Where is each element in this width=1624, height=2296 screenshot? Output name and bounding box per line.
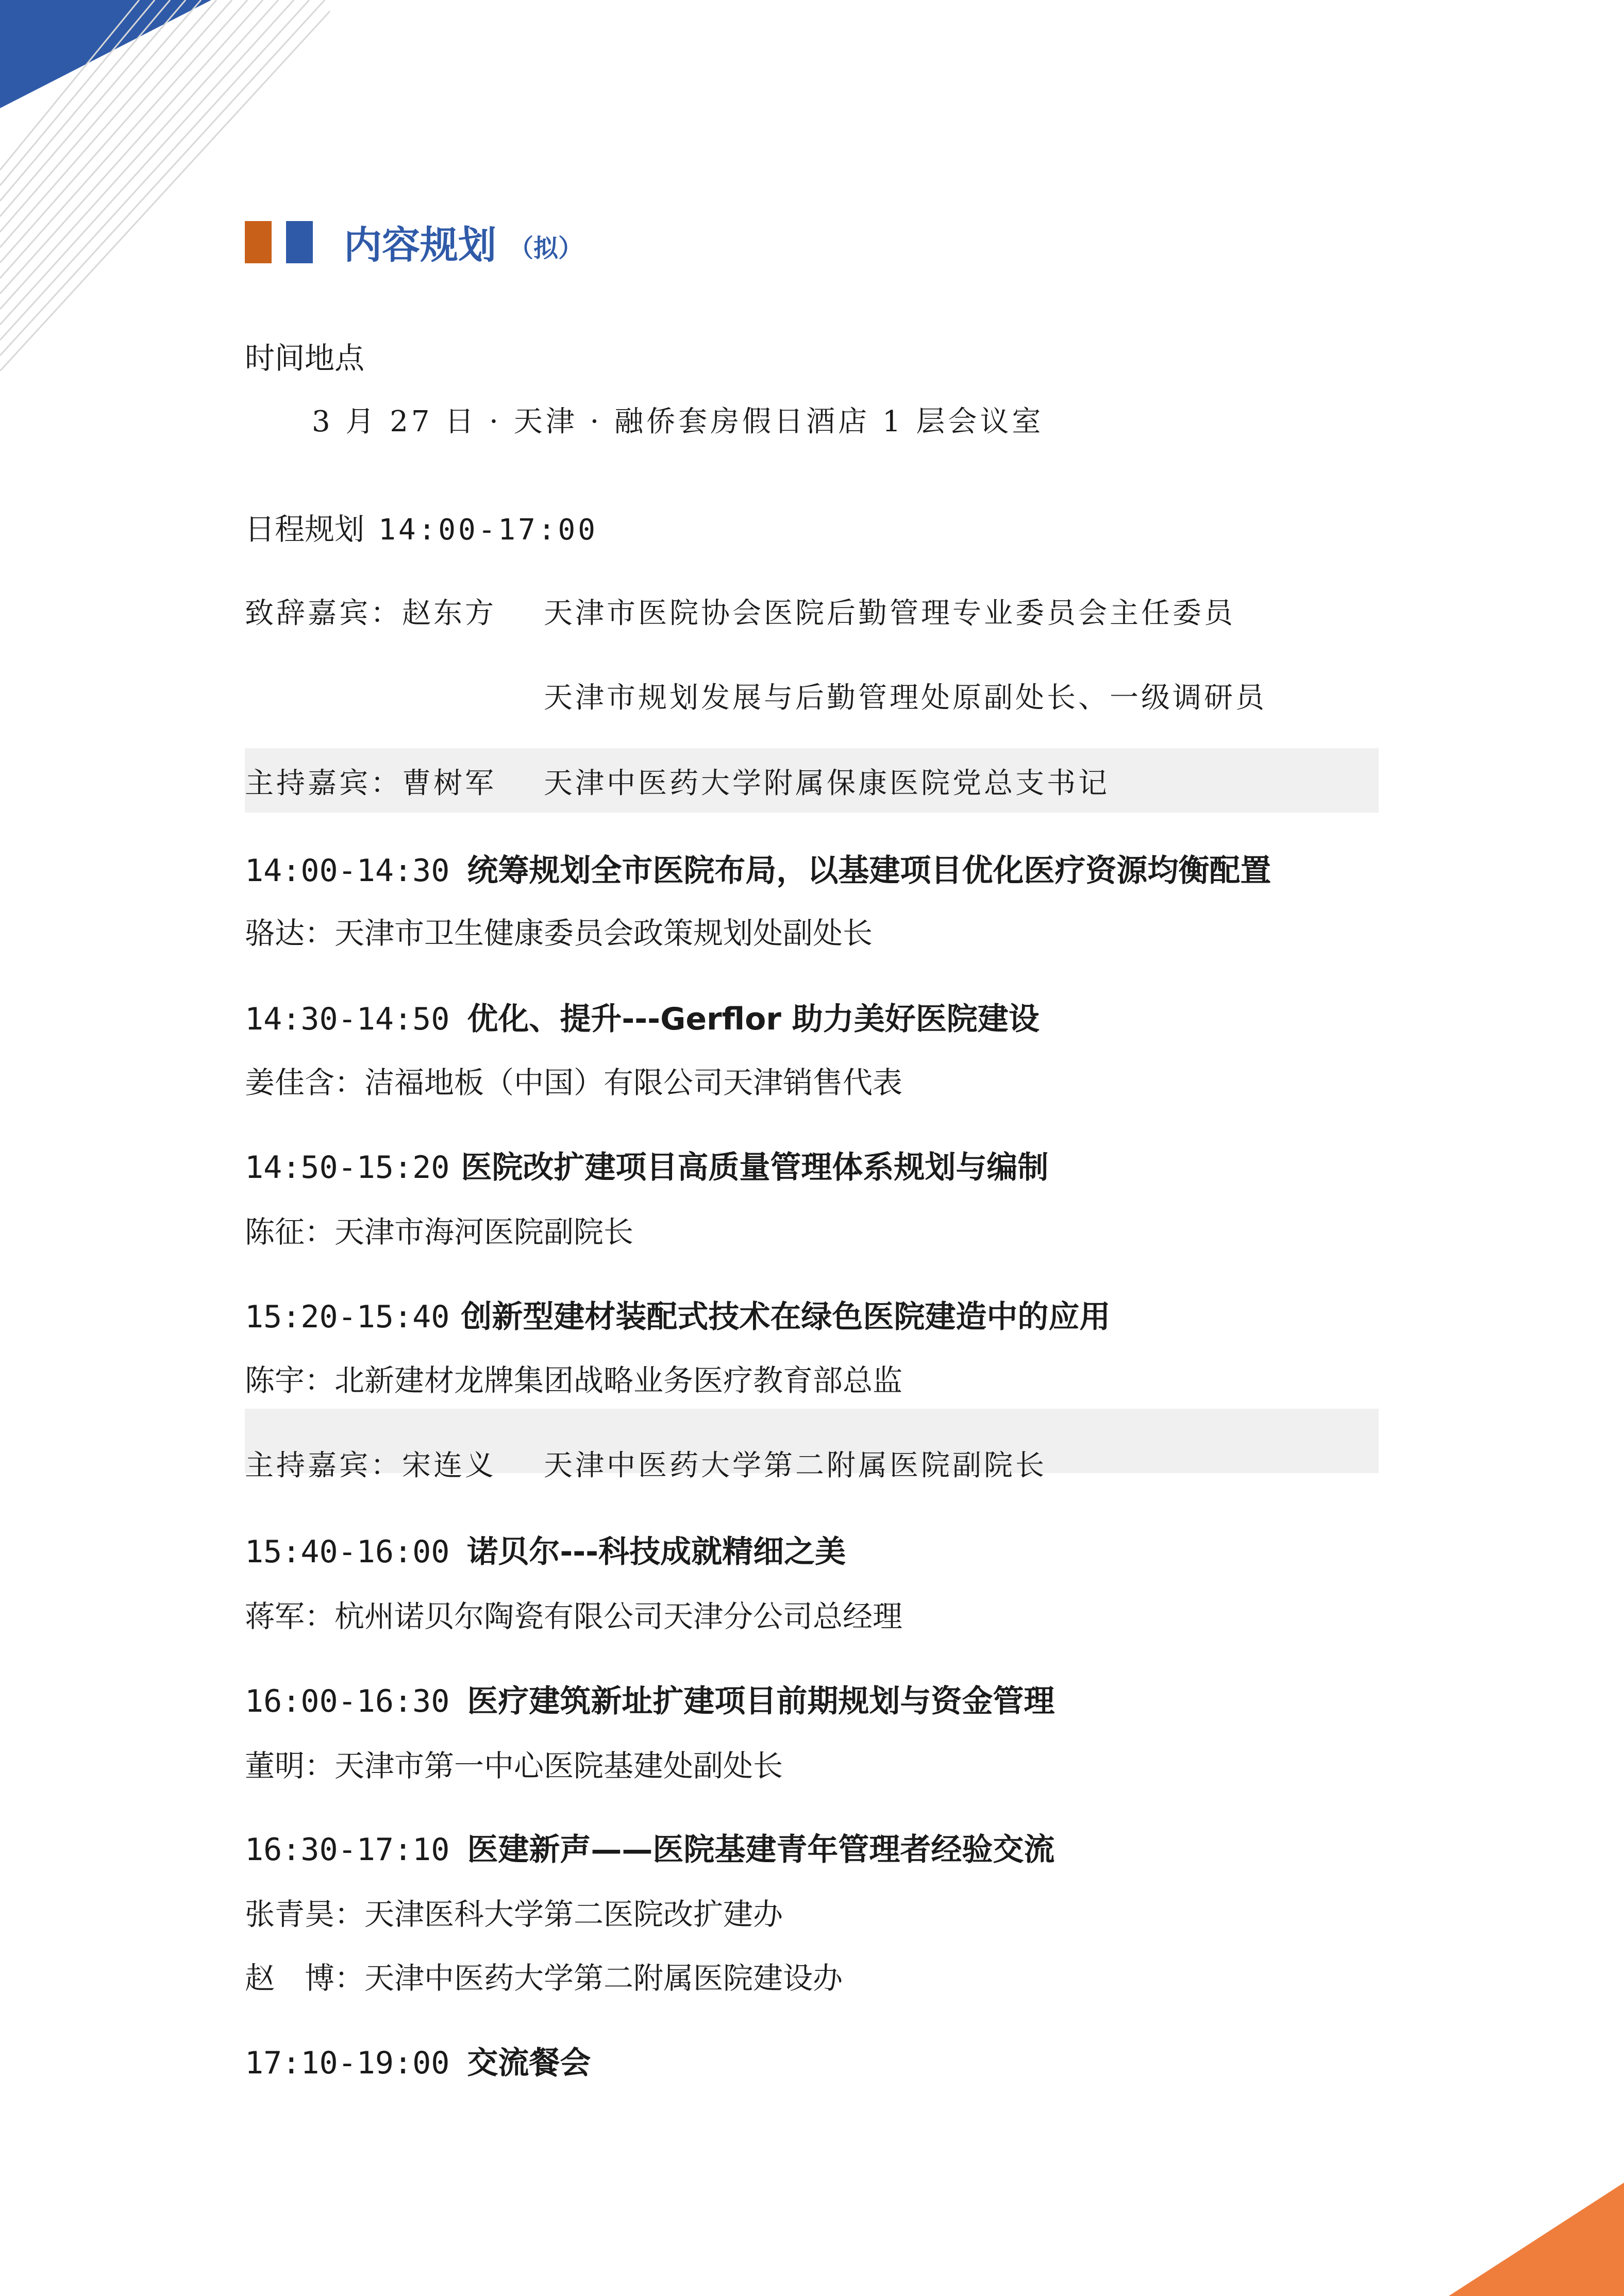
session-6-title: 16:00-16:30 医疗建筑新址扩建项目前期规划与资金管理 — [245, 1683, 1055, 1719]
location-label: 时间地点 — [245, 341, 365, 376]
heading-note: （拟） — [509, 233, 583, 263]
session-7-speaker-2: 赵 博：天津中医药大学第二附属医院建设办 — [245, 1961, 843, 1996]
host1-role: 天津中医药大学附属保康医院党总支书记 — [544, 767, 1110, 800]
session-4-time: 15:20-15:40 — [245, 1299, 450, 1335]
session-1-speaker: 骆达：天津市卫生健康委员会政策规划处副处长 — [245, 916, 873, 951]
session-1-title: 14:00-14:30 统筹规划全市医院布局，以基建项目优化医疗资源均衡配置 — [245, 853, 1271, 889]
session-3-speaker: 陈征：天津市海河医院副院长 — [245, 1214, 634, 1250]
session-5-title: 15:40-16:00 诺贝尔---科技成就精细之美 — [245, 1534, 846, 1570]
session-2-speaker: 姜佳含：洁福地板（中国）有限公司天津销售代表 — [245, 1065, 903, 1100]
schedule-time: 14:00-17:00 — [378, 513, 598, 547]
heading-title: 内容规划 — [344, 223, 496, 267]
section-heading — [245, 206, 583, 278]
host2-role: 天津中医药大学第二附属医院副院长 — [544, 1449, 1047, 1482]
host2-label: 主持嘉宾：宋连义 — [245, 1449, 496, 1482]
location-text: 3 月 27 日 · 天津 · 融侨套房假日酒店 1 层会议室 — [312, 405, 1044, 438]
session-4-title: 15:20-15:40 创新型建材装配式技术在绿色医院建造中的应用 — [245, 1299, 1111, 1335]
session-3-title: 14:50-15:20 医院改扩建项目高质量管理体系规划与编制 — [245, 1150, 1049, 1186]
session-3-time: 14:50-15:20 — [245, 1150, 450, 1186]
session-2-time: 14:30-14:50 — [245, 1001, 450, 1037]
session-7-speaker: 张青昊：天津医科大学第二医院改扩建办 — [245, 1897, 783, 1932]
session-6-time: 16:00-16:30 — [245, 1683, 450, 1719]
session-7-title: 16:30-17:10 医建新声——医院基建青年管理者经验交流 — [245, 1832, 1055, 1868]
heading-accent-orange — [245, 221, 272, 263]
session-7-time: 16:30-17:10 — [245, 1832, 450, 1868]
welcome-role-2: 天津市规划发展与后勤管理处原副处长、一级调研员 — [544, 681, 1267, 715]
host1-label: 主持嘉宾：曹树军 — [245, 767, 496, 800]
session-6-speaker: 董明：天津市第一中心医院基建处副处长 — [245, 1748, 783, 1783]
session-4-speaker: 陈宇：北新建材龙牌集团战略业务医疗教育部总监 — [245, 1363, 903, 1398]
corner-decoration-top-left — [0, 0, 330, 371]
session-5-time: 15:40-16:00 — [245, 1534, 450, 1570]
session-5-speaker: 蒋军：杭州诺贝尔陶瓷有限公司天津分公司总经理 — [245, 1599, 903, 1634]
schedule-header — [245, 505, 598, 548]
session-8-time: 17:10-19:00 — [245, 2045, 450, 2081]
schedule-label: 日程规划 — [245, 512, 365, 547]
heading-accent-blue — [286, 221, 313, 263]
session-2-title: 14:30-14:50 优化、提升---Gerflor 助力美好医院建设 — [245, 1001, 1040, 1037]
session-1-time: 14:00-14:30 — [245, 853, 450, 889]
welcome-role-1: 天津市医院协会医院后勤管理专业委员会主任委员 — [544, 597, 1235, 630]
session-8-title: 17:10-19:00 交流餐会 — [245, 2045, 591, 2081]
corner-decoration-bottom-right — [1449, 2183, 1624, 2296]
welcome-label: 致辞嘉宾：赵东方 — [245, 597, 496, 630]
